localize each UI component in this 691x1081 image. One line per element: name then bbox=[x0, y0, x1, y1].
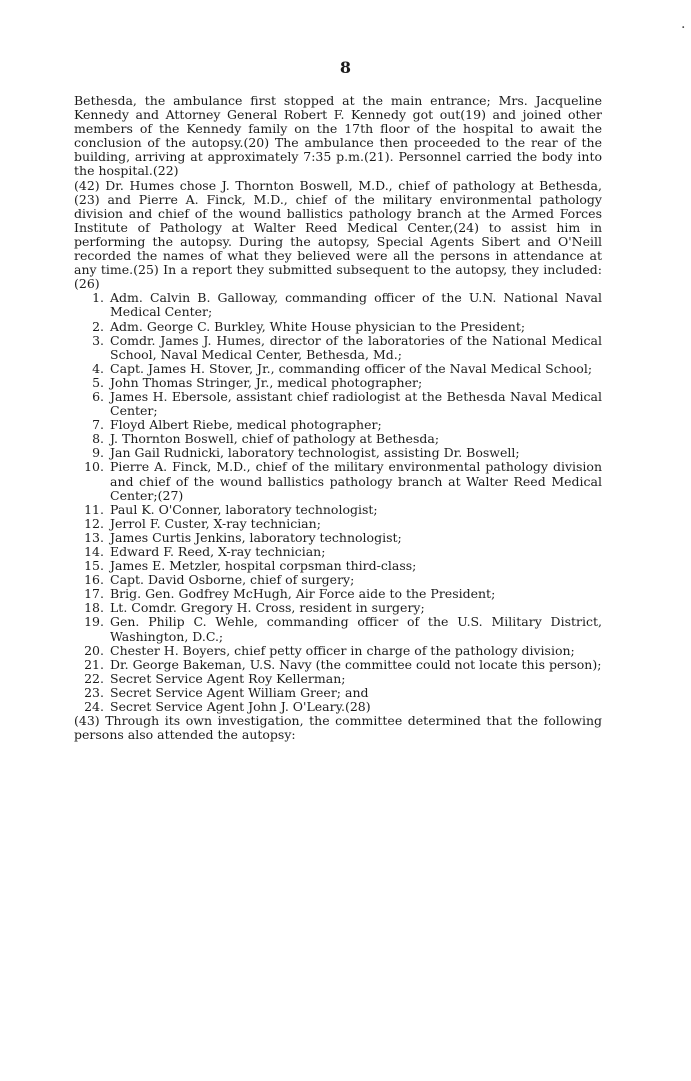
list-item bbox=[74, 432, 602, 446]
list-item-number: 21. bbox=[84, 656, 104, 672]
list-item bbox=[74, 658, 602, 672]
list-item-text: Capt. David Osborne, chief of surgery; bbox=[110, 572, 355, 588]
list-item bbox=[74, 320, 602, 334]
page-number: 8 bbox=[339, 58, 352, 77]
list-item-number: 24. bbox=[84, 699, 104, 715]
list-item-number: 4. bbox=[92, 360, 104, 376]
list-item-text: Comdr. James J. Humes, director of the laboratories of the National Medical School, Naval Medical Center, Bethesda, Md.; bbox=[110, 332, 602, 362]
list-item-text: Adm. Calvin B. Galloway, commanding officer of the U.N. National Naval Medical Center; bbox=[110, 290, 602, 320]
list-item-number: 9. bbox=[92, 445, 104, 461]
list-item-text: Brig. Gen. Godfrey McHugh, Air Force aide to the President; bbox=[110, 586, 496, 602]
list-item-number: 18. bbox=[84, 600, 104, 616]
list-item-text: Floyd Albert Riebe, medical photographer; bbox=[110, 417, 382, 433]
list-item-number: 19. bbox=[84, 614, 104, 630]
list-item-number: 17. bbox=[84, 586, 104, 602]
list-item-text: Gen. Philip C. Wehle, commanding officer of the U.S. Military District, Washington, D.C.; bbox=[110, 614, 602, 644]
list-item bbox=[74, 334, 602, 362]
list-item-number: 12. bbox=[84, 515, 104, 531]
list-item-text: Jerrol F. Custer, X-ray technician; bbox=[110, 515, 321, 531]
list-item bbox=[74, 559, 602, 573]
list-item bbox=[74, 460, 602, 502]
list-item bbox=[74, 418, 602, 432]
list-item-number: 7. bbox=[92, 417, 104, 433]
list-item bbox=[74, 672, 602, 686]
list-item bbox=[74, 376, 602, 390]
list-item-number: 5. bbox=[92, 374, 104, 390]
list-item-number: 2. bbox=[92, 318, 104, 334]
list-item-text: James H. Ebersole, assistant chief radiologist at the Bethesda Naval Medical Center; bbox=[110, 388, 602, 419]
list-item-number: 16. bbox=[84, 572, 104, 588]
paragraph-41: Bethesda, the ambulance first stopped at the main entrance; Mrs. Jacqueline Kennedy and Attorney General Robert F. Kennedy got out(19) and joined other members of the Kennedy family on the 17th floor of the hospital to await the conclusion of the autopsy.(20) The ambulance then proceeded to the rear of the building, arriving at approximately 7:35 p.m.(21). Personnel carried the body into the hospital.(22) bbox=[74, 93, 602, 179]
list-item-number: 6. bbox=[92, 388, 104, 404]
list-item-text: Secret Service Agent William Greer; and bbox=[110, 684, 369, 700]
list-item bbox=[74, 545, 602, 559]
list-item bbox=[74, 700, 602, 714]
paragraph-43: (43) Through its own investigation, the committee determined that the following persons also attended the autopsy: bbox=[74, 713, 602, 743]
list-item bbox=[74, 587, 602, 601]
list-item-number: 13. bbox=[84, 529, 104, 545]
list-item bbox=[74, 517, 602, 531]
list-item-number: 14. bbox=[84, 544, 104, 559]
list-item-number: 10. bbox=[84, 459, 104, 475]
list-item-text: J. Thornton Boswell, chief of pathology at Bethesda; bbox=[110, 431, 440, 447]
list-item bbox=[74, 291, 602, 319]
list-item-number: 11. bbox=[84, 501, 104, 517]
page-body bbox=[74, 94, 602, 742]
list-item-text: James Curtis Jenkins, laboratory technologist; bbox=[110, 529, 402, 545]
list-item bbox=[74, 601, 602, 615]
list-item-text: Edward F. Reed, X-ray technician; bbox=[110, 544, 326, 559]
list-item-text: Dr. George Bakeman, U.S. Navy (the committee could not locate this person); bbox=[110, 656, 602, 672]
list-item-number: 3. bbox=[92, 332, 104, 348]
list-item bbox=[74, 686, 602, 700]
list-item-text: Capt. James H. Stover, Jr., commanding officer of the Naval Medical School; bbox=[110, 360, 593, 376]
list-item bbox=[74, 644, 602, 658]
edge-mark: . bbox=[681, 16, 686, 32]
list-item-text: James E. Metzler, hospital corpsman third-class; bbox=[110, 558, 417, 574]
list-item-text: Secret Service Agent Roy Kellerman; bbox=[110, 670, 346, 686]
list-item-number: 23. bbox=[84, 684, 104, 700]
list-item-number: 8. bbox=[92, 431, 104, 447]
list-item bbox=[74, 446, 602, 460]
list-item-number: 15. bbox=[84, 558, 104, 574]
attendee-list bbox=[74, 291, 602, 714]
list-item-text: Paul K. O'Conner, laboratory technologist; bbox=[110, 501, 378, 517]
list-item bbox=[74, 503, 602, 517]
list-item bbox=[74, 531, 602, 545]
list-item bbox=[74, 390, 602, 418]
list-item-number: 22. bbox=[84, 670, 104, 686]
list-item-number: 1. bbox=[92, 290, 104, 306]
list-item-text: Jan Gail Rudnicki, laboratory technologist, assisting Dr. Boswell; bbox=[110, 445, 520, 461]
list-item-text: Chester H. Boyers, chief petty officer in charge of the pathology division; bbox=[110, 642, 575, 658]
list-item bbox=[74, 573, 602, 587]
list-item-text: Lt. Comdr. Gregory H. Cross, resident in surgery; bbox=[110, 600, 425, 616]
list-item-text: John Thomas Stringer, Jr., medical photographer; bbox=[110, 374, 423, 390]
list-item bbox=[74, 615, 602, 643]
list-item-number: 20. bbox=[84, 642, 104, 658]
list-item-text: Pierre A. Finck, M.D., chief of the military environmental pathology division and chief of the wound ballistics pathology branch at Walter Reed Medical Center;(27) bbox=[110, 459, 602, 503]
paragraph-42: (42) Dr. Humes chose J. Thornton Boswell, M.D., chief of pathology at Bethesda,(23) and Pierre A. Finck, M.D., chief of the military environmental pathology division and chief of the wound ballistics pathology branch at the Armed Forces Institute of Pathology at Walter Reed Medical Center,(24) to assist him in performing the autopsy. During the autopsy, Special Agents Sibert and O'Neill recorded the names of what they believed were all the persons in attendance at any time.(25) In a report they submitted subsequent to the autopsy, they included:(26) bbox=[74, 177, 602, 292]
list-item-text: Secret Service Agent John J. O'Leary.(28) bbox=[110, 699, 371, 715]
list-item-text: Adm. George C. Burkley, White House physician to the President; bbox=[110, 318, 526, 334]
list-item bbox=[74, 362, 602, 376]
